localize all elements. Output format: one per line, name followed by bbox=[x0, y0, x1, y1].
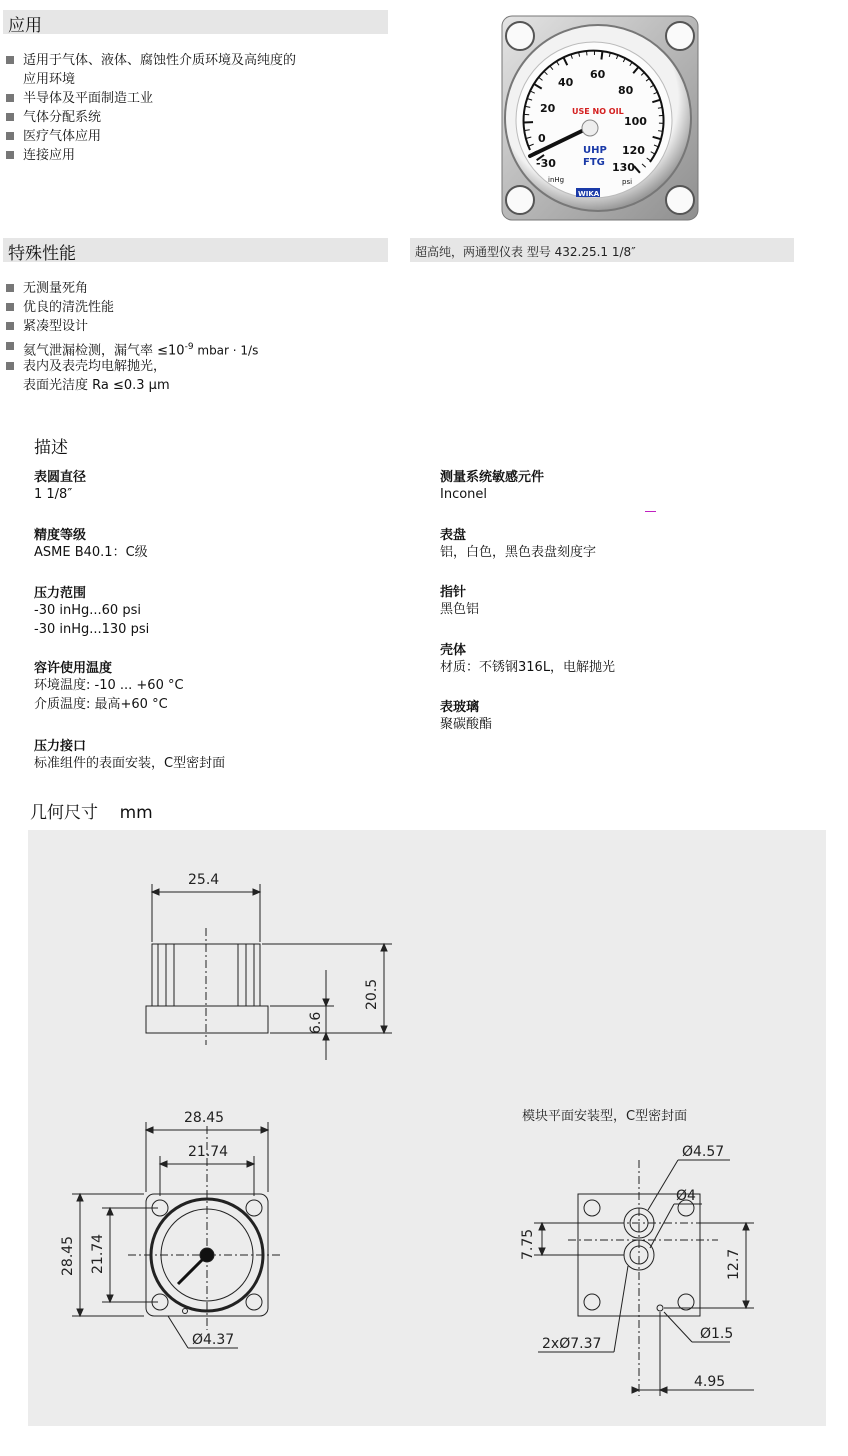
application-item: 医疗气体应用 bbox=[23, 129, 102, 144]
application-item: 适用于气体、液体、腐蚀性介质环境及高纯度的 bbox=[23, 53, 297, 68]
feature-item-cont: 表面光洁度 Ra ≤0.3 μm bbox=[23, 378, 170, 393]
module-view bbox=[534, 1160, 754, 1396]
spec-label: 测量系统敏感元件 bbox=[440, 470, 545, 485]
dial-label: 120 bbox=[622, 144, 645, 157]
dimensions-title: 几何尺寸 mm bbox=[30, 803, 153, 823]
dim-mod-d457: Ø4.57 bbox=[682, 1144, 725, 1160]
bullet-icon bbox=[6, 56, 14, 64]
spec-label: 容许使用温度 bbox=[34, 661, 113, 676]
bullet-icon bbox=[6, 342, 14, 350]
bullet-icon bbox=[6, 113, 14, 121]
feature-item: 无测量死角 bbox=[23, 281, 89, 296]
dim-front-inner-v: 21.74 bbox=[90, 1233, 106, 1274]
spec-label: 壳体 bbox=[440, 643, 467, 658]
spec-value: 标准组件的表面安装，C型密封面 bbox=[34, 756, 226, 771]
ftg-label: FTG bbox=[583, 157, 605, 168]
application-item: 半导体及平面制造工业 bbox=[23, 91, 154, 106]
dial-tick bbox=[586, 50, 587, 55]
mount-hole-icon bbox=[506, 22, 534, 50]
feature-item: 紧凑型设计 bbox=[23, 319, 89, 334]
leak-exponent: -9 bbox=[184, 342, 194, 352]
gauge-dial bbox=[516, 42, 672, 198]
spec-value: ASME B40.1：C级 bbox=[34, 545, 148, 560]
description-title: 描述 bbox=[34, 438, 68, 458]
spec-value: 聚碳酸酯 bbox=[440, 717, 493, 732]
product-caption: 超高纯，两通型仪表 型号 432.25.1 1/8″ bbox=[415, 245, 636, 259]
features-title: 特殊性能 bbox=[8, 244, 76, 264]
spec-value: Inconel bbox=[440, 487, 488, 502]
wika-logo-text: WIKA bbox=[578, 190, 600, 198]
spec-value: 材质：不锈钢316L，电解抛光 bbox=[440, 660, 616, 675]
marker-line bbox=[645, 511, 656, 512]
bullet-icon bbox=[6, 132, 14, 140]
dial-label: 60 bbox=[590, 68, 606, 81]
dim-mod-495: 4.95 bbox=[694, 1374, 726, 1390]
psi-label: psi bbox=[622, 178, 633, 186]
bullet-icon bbox=[6, 284, 14, 292]
dim-mod-d15: Ø1.5 bbox=[700, 1326, 734, 1342]
dim-side-width: 25.4 bbox=[188, 872, 220, 888]
spec-label: 精度等级 bbox=[34, 528, 87, 543]
dial-label: 0 bbox=[538, 132, 546, 145]
spec-label: 指针 bbox=[440, 585, 467, 600]
pointer-hub bbox=[582, 120, 598, 136]
dimension-drawing-panel bbox=[28, 830, 826, 1426]
dim-mod-d4: Ø4 bbox=[676, 1188, 696, 1204]
inhg-label: inHg bbox=[548, 176, 565, 184]
mount-hole-icon bbox=[666, 186, 694, 214]
spec-value: 黑色铝 bbox=[440, 602, 480, 617]
bullet-icon bbox=[6, 322, 14, 330]
dim-mod-2x737: 2xØ7.37 bbox=[542, 1336, 602, 1352]
spec-value: -30 inHg...60 psi -30 inHg...130 psi bbox=[34, 603, 150, 637]
applications-header-bar bbox=[3, 10, 388, 34]
mount-hole-icon bbox=[666, 22, 694, 50]
dim-mod-127: 12.7 bbox=[726, 1248, 742, 1280]
dial-label: 130 bbox=[612, 161, 635, 174]
application-item: 气体分配系统 bbox=[23, 110, 102, 125]
dial-label: 100 bbox=[624, 115, 647, 128]
spec-label: 压力接口 bbox=[34, 739, 87, 754]
side-view bbox=[146, 884, 392, 1060]
spec-value: 铝，白色，黑色表盘刻度字 bbox=[440, 545, 597, 560]
spec-value: 1 1/8″ bbox=[34, 487, 73, 502]
module-caption: 模块平面安装型，C型密封面 bbox=[522, 1109, 688, 1124]
use-no-oil-label: USE NO OIL bbox=[572, 107, 624, 116]
application-item-cont: 应用环境 bbox=[23, 72, 76, 87]
bullet-icon bbox=[6, 151, 14, 159]
dim-front-outer: 28.45 bbox=[184, 1110, 225, 1126]
dim-side-height: 20.5 bbox=[364, 978, 380, 1010]
applications-title: 应用 bbox=[8, 16, 42, 36]
bullet-icon bbox=[6, 94, 14, 102]
spec-label: 表盘 bbox=[440, 528, 467, 543]
bullet-icon bbox=[6, 362, 14, 370]
mount-hole-icon bbox=[506, 186, 534, 214]
feature-item: 优良的清洗性能 bbox=[23, 300, 115, 315]
uhp-label: UHP bbox=[583, 145, 607, 156]
dial-label: 40 bbox=[558, 76, 574, 89]
leak-text: 氦气泄漏检测，漏气率 ≤10 bbox=[23, 343, 185, 359]
dim-front-hole: Ø4.37 bbox=[192, 1332, 235, 1348]
bullet-icon bbox=[6, 303, 14, 311]
leak-unit: mbar · 1/s bbox=[193, 343, 259, 358]
spec-label: 表玻璃 bbox=[440, 700, 480, 715]
dim-mod-775: 7.75 bbox=[520, 1228, 536, 1260]
dial-label: 20 bbox=[540, 102, 556, 115]
dial-label: 80 bbox=[618, 84, 634, 97]
dim-front-outer-v: 28.45 bbox=[60, 1235, 76, 1276]
feature-item: 表内及表壳均电解抛光， bbox=[23, 359, 167, 374]
dim-side-base: 6.6 bbox=[308, 1011, 324, 1034]
dimension-drawing bbox=[28, 830, 826, 1426]
dial-tick bbox=[601, 51, 602, 60]
application-item: 连接应用 bbox=[23, 148, 76, 163]
spec-label: 压力范围 bbox=[34, 586, 87, 601]
gauge-product-image bbox=[500, 14, 700, 222]
dial-label: -30 bbox=[536, 157, 556, 170]
spec-value: 环境温度: -10 ... +60 °C 介质温度: 最高+60 °C bbox=[34, 678, 184, 712]
dim-front-inner: 21.74 bbox=[188, 1144, 229, 1160]
spec-label: 表圆直径 bbox=[34, 470, 87, 485]
